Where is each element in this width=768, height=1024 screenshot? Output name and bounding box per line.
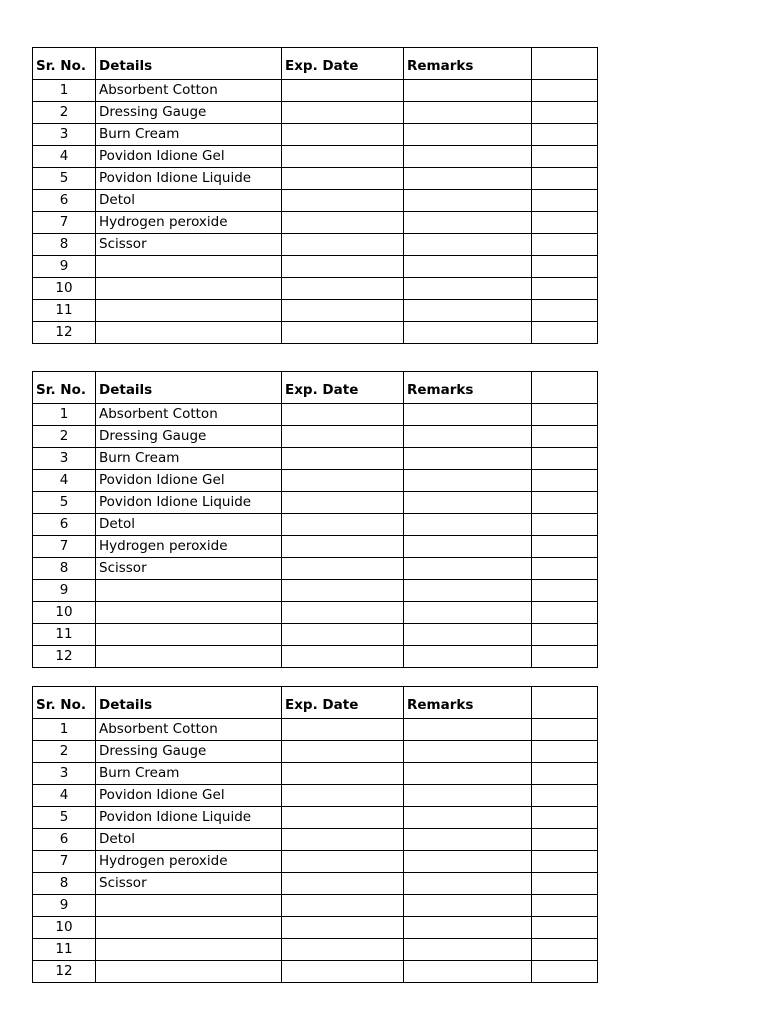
- table-row: [33, 807, 598, 829]
- cell-remarks[interactable]: [404, 602, 532, 624]
- cell-exp-date[interactable]: [282, 514, 404, 536]
- cell-sr-no[interactable]: 7: [33, 851, 96, 873]
- cell-details[interactable]: Dressing Gauge: [96, 426, 282, 448]
- cell-extra[interactable]: [532, 404, 598, 426]
- cell-remarks[interactable]: [404, 741, 532, 763]
- cell-details[interactable]: Detol: [96, 829, 282, 851]
- cell-sr-no[interactable]: 9: [33, 256, 96, 278]
- cell-exp-date[interactable]: [282, 102, 404, 124]
- cell-exp-date[interactable]: [282, 190, 404, 212]
- cell-exp-date[interactable]: [282, 300, 404, 322]
- cell-extra[interactable]: [532, 124, 598, 146]
- table-row: [33, 763, 598, 785]
- cell-remarks[interactable]: [404, 939, 532, 961]
- cell-exp-date[interactable]: [282, 448, 404, 470]
- table-row: [33, 536, 598, 558]
- cell-details[interactable]: Povidon Idione Liquide: [96, 492, 282, 514]
- cell-remarks[interactable]: [404, 124, 532, 146]
- cell-remarks[interactable]: [404, 807, 532, 829]
- table-row: [33, 168, 598, 190]
- cell-exp-date[interactable]: [282, 807, 404, 829]
- cell-extra[interactable]: [532, 492, 598, 514]
- cell-remarks[interactable]: [404, 102, 532, 124]
- cell-details[interactable]: Hydrogen peroxide: [96, 536, 282, 558]
- cell-extra[interactable]: [532, 624, 598, 646]
- table-row: [33, 470, 598, 492]
- cell-sr-no[interactable]: 8: [33, 558, 96, 580]
- cell-extra[interactable]: [532, 939, 598, 961]
- column-header-exp-date: Exp. Date: [282, 687, 404, 719]
- table-row: [33, 234, 598, 256]
- table-row: [33, 741, 598, 763]
- cell-sr-no[interactable]: 4: [33, 785, 96, 807]
- header-row: [33, 372, 598, 404]
- table-row: [33, 190, 598, 212]
- cell-details[interactable]: Scissor: [96, 558, 282, 580]
- column-header-sr-no: Sr. No.: [33, 48, 96, 80]
- cell-sr-no[interactable]: 1: [33, 404, 96, 426]
- cell-details[interactable]: Scissor: [96, 873, 282, 895]
- cell-extra[interactable]: [532, 234, 598, 256]
- cell-remarks[interactable]: [404, 514, 532, 536]
- cell-remarks[interactable]: [404, 492, 532, 514]
- checklist-table-1: [32, 47, 598, 344]
- checklist-table-3: [32, 686, 598, 983]
- cell-exp-date[interactable]: [282, 322, 404, 344]
- cell-remarks[interactable]: [404, 851, 532, 873]
- cell-sr-no[interactable]: 8: [33, 234, 96, 256]
- cell-extra[interactable]: [532, 917, 598, 939]
- table-row: [33, 602, 598, 624]
- cell-remarks[interactable]: [404, 719, 532, 741]
- cell-sr-no[interactable]: 2: [33, 102, 96, 124]
- cell-sr-no[interactable]: 10: [33, 917, 96, 939]
- cell-extra[interactable]: [532, 322, 598, 344]
- table-row: [33, 492, 598, 514]
- cell-exp-date[interactable]: [282, 80, 404, 102]
- cell-exp-date[interactable]: [282, 404, 404, 426]
- cell-sr-no[interactable]: 12: [33, 961, 96, 983]
- cell-remarks[interactable]: [404, 278, 532, 300]
- cell-details[interactable]: [96, 939, 282, 961]
- cell-exp-date[interactable]: [282, 895, 404, 917]
- cell-sr-no[interactable]: 12: [33, 322, 96, 344]
- cell-sr-no[interactable]: 6: [33, 514, 96, 536]
- cell-details[interactable]: Absorbent Cotton: [96, 80, 282, 102]
- cell-details[interactable]: Absorbent Cotton: [96, 404, 282, 426]
- cell-remarks[interactable]: [404, 448, 532, 470]
- cell-sr-no[interactable]: 2: [33, 426, 96, 448]
- cell-details[interactable]: [96, 961, 282, 983]
- cell-extra[interactable]: [532, 80, 598, 102]
- table-row: [33, 558, 598, 580]
- cell-details[interactable]: Dressing Gauge: [96, 102, 282, 124]
- cell-details[interactable]: [96, 278, 282, 300]
- cell-sr-no[interactable]: 3: [33, 124, 96, 146]
- cell-remarks[interactable]: [404, 558, 532, 580]
- cell-exp-date[interactable]: [282, 873, 404, 895]
- cell-exp-date[interactable]: [282, 624, 404, 646]
- cell-extra[interactable]: [532, 807, 598, 829]
- cell-exp-date[interactable]: [282, 124, 404, 146]
- table-row: [33, 514, 598, 536]
- cell-exp-date[interactable]: [282, 961, 404, 983]
- cell-remarks[interactable]: [404, 961, 532, 983]
- cell-extra[interactable]: [532, 300, 598, 322]
- cell-details[interactable]: [96, 917, 282, 939]
- table-row: [33, 785, 598, 807]
- cell-exp-date[interactable]: [282, 580, 404, 602]
- cell-sr-no[interactable]: 11: [33, 939, 96, 961]
- cell-extra[interactable]: [532, 763, 598, 785]
- table-row: [33, 917, 598, 939]
- column-header-remarks: Remarks: [404, 48, 532, 80]
- table-row: [33, 448, 598, 470]
- table-row: [33, 873, 598, 895]
- column-header-sr-no: Sr. No.: [33, 372, 96, 404]
- cell-remarks[interactable]: [404, 426, 532, 448]
- cell-exp-date[interactable]: [282, 536, 404, 558]
- cell-exp-date[interactable]: [282, 492, 404, 514]
- table-row: [33, 322, 598, 344]
- column-header-remarks: Remarks: [404, 372, 532, 404]
- cell-details[interactable]: Dressing Gauge: [96, 741, 282, 763]
- column-header-extra: [532, 372, 598, 404]
- cell-sr-no[interactable]: 9: [33, 895, 96, 917]
- table-row: [33, 624, 598, 646]
- cell-sr-no[interactable]: 12: [33, 646, 96, 668]
- cell-exp-date[interactable]: [282, 829, 404, 851]
- table-row: [33, 961, 598, 983]
- cell-details[interactable]: Povidon Idione Liquide: [96, 168, 282, 190]
- cell-exp-date[interactable]: [282, 602, 404, 624]
- cell-details[interactable]: Povidon Idione Liquide: [96, 807, 282, 829]
- cell-extra[interactable]: [532, 278, 598, 300]
- checklist-table-2: [32, 371, 598, 668]
- table-row: [33, 580, 598, 602]
- cell-details[interactable]: Povidon Idione Gel: [96, 785, 282, 807]
- cell-remarks[interactable]: [404, 873, 532, 895]
- cell-remarks[interactable]: [404, 322, 532, 344]
- column-header-extra: [532, 687, 598, 719]
- table-row: [33, 146, 598, 168]
- table-row: [33, 124, 598, 146]
- cell-extra[interactable]: [532, 168, 598, 190]
- cell-remarks[interactable]: [404, 829, 532, 851]
- cell-extra[interactable]: [532, 580, 598, 602]
- cell-details[interactable]: [96, 580, 282, 602]
- cell-remarks[interactable]: [404, 212, 532, 234]
- cell-sr-no[interactable]: 7: [33, 536, 96, 558]
- cell-extra[interactable]: [532, 146, 598, 168]
- cell-extra[interactable]: [532, 256, 598, 278]
- table-row: [33, 80, 598, 102]
- cell-remarks[interactable]: [404, 624, 532, 646]
- cell-remarks[interactable]: [404, 646, 532, 668]
- column-header-remarks: Remarks: [404, 687, 532, 719]
- cell-remarks[interactable]: [404, 300, 532, 322]
- cell-details[interactable]: Detol: [96, 514, 282, 536]
- cell-exp-date[interactable]: [282, 646, 404, 668]
- cell-extra[interactable]: [532, 895, 598, 917]
- cell-details[interactable]: Hydrogen peroxide: [96, 212, 282, 234]
- cell-exp-date[interactable]: [282, 763, 404, 785]
- cell-remarks[interactable]: [404, 917, 532, 939]
- column-header-details: Details: [96, 48, 282, 80]
- cell-extra[interactable]: [532, 558, 598, 580]
- cell-remarks[interactable]: [404, 763, 532, 785]
- cell-remarks[interactable]: [404, 895, 532, 917]
- header-row: [33, 687, 598, 719]
- cell-details[interactable]: [96, 322, 282, 344]
- cell-details[interactable]: [96, 602, 282, 624]
- cell-sr-no[interactable]: 7: [33, 212, 96, 234]
- table-row: [33, 939, 598, 961]
- cell-exp-date[interactable]: [282, 234, 404, 256]
- cell-details[interactable]: Absorbent Cotton: [96, 719, 282, 741]
- cell-sr-no[interactable]: 6: [33, 190, 96, 212]
- table-row: [33, 895, 598, 917]
- cell-exp-date[interactable]: [282, 146, 404, 168]
- cell-extra[interactable]: [532, 829, 598, 851]
- cell-remarks[interactable]: [404, 80, 532, 102]
- cell-remarks[interactable]: [404, 536, 532, 558]
- cell-exp-date[interactable]: [282, 212, 404, 234]
- cell-extra[interactable]: [532, 470, 598, 492]
- cell-extra[interactable]: [532, 602, 598, 624]
- cell-remarks[interactable]: [404, 470, 532, 492]
- table-row: [33, 851, 598, 873]
- cell-details[interactable]: [96, 256, 282, 278]
- cell-details[interactable]: [96, 624, 282, 646]
- cell-details[interactable]: [96, 300, 282, 322]
- cell-extra[interactable]: [532, 646, 598, 668]
- cell-details[interactable]: Scissor: [96, 234, 282, 256]
- table-row: [33, 256, 598, 278]
- cell-sr-no[interactable]: 11: [33, 300, 96, 322]
- cell-sr-no[interactable]: 5: [33, 168, 96, 190]
- cell-details[interactable]: Burn Cream: [96, 448, 282, 470]
- cell-exp-date[interactable]: [282, 470, 404, 492]
- cell-remarks[interactable]: [404, 168, 532, 190]
- cell-remarks[interactable]: [404, 785, 532, 807]
- cell-details[interactable]: Hydrogen peroxide: [96, 851, 282, 873]
- table-row: [33, 829, 598, 851]
- cell-exp-date[interactable]: [282, 558, 404, 580]
- cell-sr-no[interactable]: 9: [33, 580, 96, 602]
- column-header-exp-date: Exp. Date: [282, 372, 404, 404]
- table-row: [33, 646, 598, 668]
- cell-remarks[interactable]: [404, 190, 532, 212]
- cell-exp-date[interactable]: [282, 939, 404, 961]
- cell-sr-no[interactable]: 8: [33, 873, 96, 895]
- table-row: [33, 719, 598, 741]
- cell-extra[interactable]: [532, 514, 598, 536]
- cell-extra[interactable]: [532, 741, 598, 763]
- cell-exp-date[interactable]: [282, 741, 404, 763]
- cell-sr-no[interactable]: 2: [33, 741, 96, 763]
- cell-exp-date[interactable]: [282, 917, 404, 939]
- cell-sr-no[interactable]: 1: [33, 80, 96, 102]
- cell-extra[interactable]: [532, 851, 598, 873]
- cell-remarks[interactable]: [404, 580, 532, 602]
- cell-extra[interactable]: [532, 426, 598, 448]
- cell-exp-date[interactable]: [282, 785, 404, 807]
- cell-extra[interactable]: [532, 536, 598, 558]
- column-header-exp-date: Exp. Date: [282, 48, 404, 80]
- column-header-sr-no: Sr. No.: [33, 687, 96, 719]
- cell-remarks[interactable]: [404, 146, 532, 168]
- cell-sr-no[interactable]: 6: [33, 829, 96, 851]
- table-row: [33, 278, 598, 300]
- cell-details[interactable]: Povidon Idione Gel: [96, 470, 282, 492]
- cell-extra[interactable]: [532, 785, 598, 807]
- cell-exp-date[interactable]: [282, 168, 404, 190]
- cell-sr-no[interactable]: 11: [33, 624, 96, 646]
- cell-details[interactable]: Povidon Idione Gel: [96, 146, 282, 168]
- cell-sr-no[interactable]: 4: [33, 470, 96, 492]
- cell-details[interactable]: [96, 646, 282, 668]
- cell-sr-no[interactable]: 10: [33, 602, 96, 624]
- table-row: [33, 212, 598, 234]
- cell-sr-no[interactable]: 10: [33, 278, 96, 300]
- column-header-details: Details: [96, 687, 282, 719]
- cell-sr-no[interactable]: 3: [33, 448, 96, 470]
- cell-extra[interactable]: [532, 961, 598, 983]
- cell-sr-no[interactable]: 5: [33, 807, 96, 829]
- cell-extra[interactable]: [532, 448, 598, 470]
- cell-extra[interactable]: [532, 102, 598, 124]
- cell-exp-date[interactable]: [282, 426, 404, 448]
- cell-sr-no[interactable]: 5: [33, 492, 96, 514]
- cell-exp-date[interactable]: [282, 719, 404, 741]
- cell-extra[interactable]: [532, 873, 598, 895]
- cell-sr-no[interactable]: 4: [33, 146, 96, 168]
- table-row: [33, 102, 598, 124]
- cell-sr-no[interactable]: 3: [33, 763, 96, 785]
- cell-remarks[interactable]: [404, 234, 532, 256]
- cell-details[interactable]: Detol: [96, 190, 282, 212]
- table-row: [33, 404, 598, 426]
- cell-extra[interactable]: [532, 719, 598, 741]
- column-header-extra: [532, 48, 598, 80]
- table-row: [33, 426, 598, 448]
- column-header-details: Details: [96, 372, 282, 404]
- cell-details[interactable]: [96, 895, 282, 917]
- cell-details[interactable]: Burn Cream: [96, 763, 282, 785]
- cell-exp-date[interactable]: [282, 278, 404, 300]
- table-row: [33, 300, 598, 322]
- cell-extra[interactable]: [532, 212, 598, 234]
- cell-exp-date[interactable]: [282, 851, 404, 873]
- header-row: [33, 48, 598, 80]
- cell-sr-no[interactable]: 1: [33, 719, 96, 741]
- cell-details[interactable]: Burn Cream: [96, 124, 282, 146]
- cell-remarks[interactable]: [404, 404, 532, 426]
- cell-remarks[interactable]: [404, 256, 532, 278]
- cell-extra[interactable]: [532, 190, 598, 212]
- cell-exp-date[interactable]: [282, 256, 404, 278]
